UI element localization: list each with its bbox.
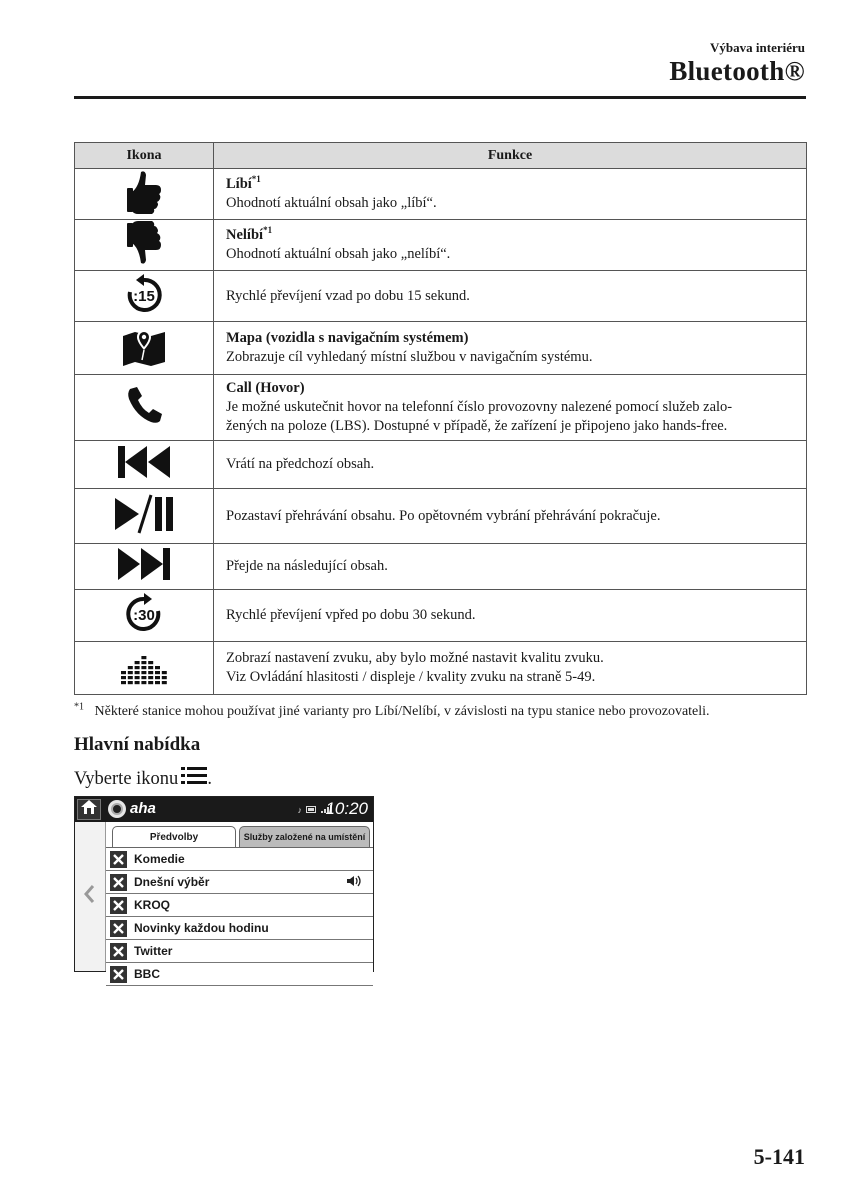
- page-number: 5-141: [753, 1144, 805, 1169]
- list-item-label: BBC: [134, 967, 160, 981]
- function-desc: Viz Ovládání hlasitosti / displeje / kvality zvuku na straně 5-49.: [226, 669, 596, 685]
- source-icon: [108, 800, 126, 818]
- close-icon[interactable]: [110, 897, 127, 914]
- function-desc: žených na poloze (LBS). Dostupné v případě, že zařízení je připojeno jako hands-free.: [226, 418, 728, 434]
- footnote-ref: *1: [251, 174, 261, 185]
- table-row: [75, 322, 807, 375]
- footnote-ref: *1: [263, 225, 273, 236]
- list-item-label: Dnešní výběr: [134, 875, 210, 889]
- footnote: [74, 701, 710, 720]
- map-pin-icon: [121, 326, 167, 371]
- phone-icon: [126, 386, 162, 429]
- function-desc: Ohodnotí aktuální obsah jako „líbí“.: [226, 195, 437, 211]
- tab-presets[interactable]: Předvolby: [112, 826, 236, 847]
- col-icon-header: Ikona: [75, 143, 214, 169]
- home-button[interactable]: [77, 799, 101, 820]
- table-row: [75, 544, 807, 590]
- function-desc: Je možné uskutečnit hovor na telefonní číslo provozovny nalezené pomocí služeb zalo-: [226, 399, 733, 415]
- function-desc: Přejde na následující obsah.: [226, 558, 388, 574]
- thumbs-up-icon: [126, 170, 162, 219]
- menu-list-icon: [181, 767, 207, 791]
- list-item[interactable]: [106, 894, 373, 917]
- station-list: [106, 847, 373, 981]
- col-function-header: Funkce: [214, 143, 807, 169]
- tab-location-services[interactable]: Služby založené na umístění: [239, 826, 370, 847]
- close-icon[interactable]: [110, 851, 127, 868]
- table-row: [75, 642, 807, 695]
- list-item-label: KROQ: [134, 898, 170, 912]
- chapter-title: Bluetooth®: [669, 56, 805, 86]
- footnote-mark: *1: [74, 701, 84, 713]
- music-note-icon: ♪: [297, 805, 302, 815]
- status-bar: [75, 797, 373, 822]
- function-desc: Vrátí na předchozí obsah.: [226, 456, 375, 472]
- table-row: [75, 590, 807, 642]
- chevron-left-icon[interactable]: [84, 884, 95, 909]
- play-pause-icon: [113, 494, 175, 539]
- section-label: Výbava interiéru: [710, 40, 805, 55]
- list-item[interactable]: [106, 848, 373, 871]
- function-name: Líbí: [226, 176, 252, 192]
- list-item[interactable]: [106, 917, 373, 940]
- table-row: [75, 489, 807, 544]
- svg-text::15: :15: [133, 287, 155, 305]
- home-icon: [81, 800, 97, 819]
- function-desc: Rychlé převíjení vpřed po dobu 30 sekund.: [226, 607, 476, 623]
- function-desc: Ohodnotí aktuální obsah jako „nelíbí“.: [226, 246, 451, 262]
- instruction-end: .: [207, 768, 212, 789]
- list-item-label: Novinky každou hodinu: [134, 921, 269, 935]
- table-row: [75, 220, 807, 271]
- table-row: [75, 169, 807, 220]
- close-icon[interactable]: [110, 966, 127, 983]
- back-panel[interactable]: [75, 822, 106, 971]
- forward-30-icon: [124, 593, 164, 638]
- thumbs-down-icon: [126, 221, 162, 270]
- list-item[interactable]: [106, 940, 373, 963]
- list-item-label: Komedie: [134, 852, 185, 866]
- skip-previous-icon: [116, 445, 172, 484]
- header-rule: [74, 96, 806, 99]
- tab-bar: [106, 822, 373, 847]
- instruction-line: [74, 767, 212, 791]
- app-name: aha: [130, 800, 156, 817]
- section-heading: Hlavní nabídka: [74, 734, 201, 755]
- function-name: Mapa (vozidla s navigačním systémem): [226, 330, 469, 346]
- function-name: Nelíbí: [226, 227, 264, 243]
- function-table: [74, 142, 807, 695]
- footnote-text: Některé stanice mohou používat jiné varianty pro Líbí/Nelíbí, v závislosti na typu stanice nebo provozovateli.: [94, 704, 710, 719]
- function-desc: Zobrazí nastavení zvuku, aby bylo možné nastavit kvalitu zvuku.: [226, 650, 604, 666]
- rewind-15-icon: [124, 274, 164, 319]
- close-icon[interactable]: [110, 943, 127, 960]
- speaker-icon: [347, 875, 361, 890]
- instruction-text: Vyberte ikonu: [74, 768, 179, 789]
- list-item[interactable]: [106, 963, 373, 986]
- close-icon[interactable]: [110, 920, 127, 937]
- svg-text::30: :30: [133, 607, 155, 624]
- infotainment-screen: [74, 796, 374, 981]
- function-desc: Zobrazuje cíl vyhledaný místní službou v navigačním systému.: [226, 349, 593, 365]
- list-item[interactable]: [106, 871, 373, 894]
- list-item-label: Twitter: [134, 944, 173, 958]
- table-row: [75, 441, 807, 489]
- function-desc: Pozastaví přehrávání obsahu. Po opětovném vybrání přehrávání pokračuje.: [226, 507, 661, 524]
- table-row: [75, 375, 807, 441]
- table-row: [75, 271, 807, 322]
- function-desc: Rychlé převíjení vzad po dobu 15 sekund.: [226, 287, 470, 304]
- skip-next-icon: [116, 547, 172, 586]
- battery-icon: [306, 805, 317, 815]
- close-icon[interactable]: [110, 874, 127, 891]
- equalizer-icon: [120, 646, 168, 691]
- clock: 10:20: [325, 799, 368, 818]
- function-name: Call (Hovor): [226, 380, 305, 396]
